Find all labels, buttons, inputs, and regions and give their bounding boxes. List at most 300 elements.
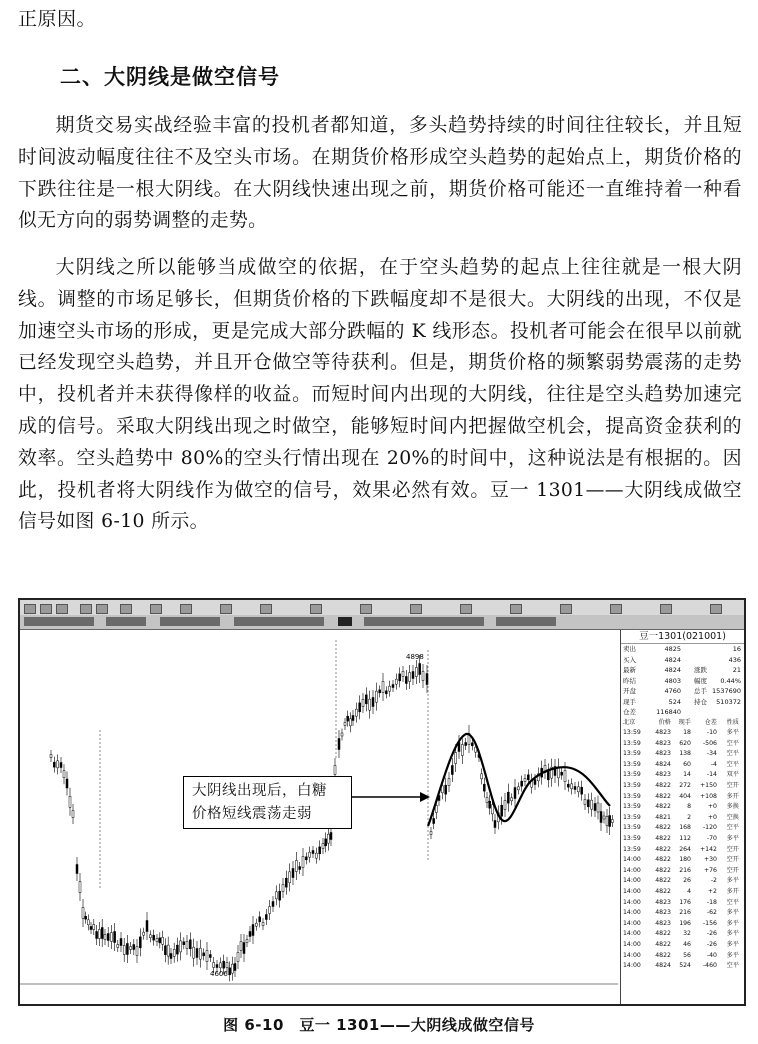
figure-caption: 图 6-10 豆一 1301——大阴线成做空信号: [223, 1016, 535, 1034]
candle-body: [507, 792, 509, 803]
trade-cell: 多平: [726, 930, 739, 938]
candle-body: [107, 934, 109, 941]
trade-cell: 13:59: [623, 750, 641, 758]
trade-row: [621, 845, 744, 856]
candle-body: [567, 784, 569, 787]
candle-body: [57, 761, 59, 768]
candle-body: [143, 932, 145, 935]
candle-body: [521, 781, 523, 786]
trade-row: [621, 919, 744, 930]
trade-cell: 13:59: [623, 771, 641, 779]
candle-body: [126, 944, 128, 955]
quote-cell: 4825: [664, 645, 681, 653]
trade-cell: -62: [706, 909, 717, 917]
chart-grid: [100, 640, 428, 890]
trade-cell: 524: [679, 962, 691, 970]
candle-body: [282, 885, 284, 892]
callout-box: [183, 776, 352, 829]
trade-cell: 4822: [655, 856, 671, 864]
trade-cell: 13:59: [623, 824, 641, 832]
trade-cell: 4823: [655, 739, 671, 747]
toolbar-button: [660, 604, 672, 614]
trade-cell: 4823: [655, 729, 671, 737]
candle-body: [189, 940, 191, 949]
trade-cell: 空平: [726, 898, 739, 906]
trade-cell: 14:00: [623, 919, 641, 927]
candle-body: [183, 942, 185, 945]
candle-body: [269, 907, 271, 914]
top-line-text: 正原因。: [18, 8, 97, 30]
candle-body: [564, 771, 566, 782]
toolbar-button: [260, 604, 272, 614]
quote-cell: 幅度: [694, 676, 707, 685]
candle-body: [362, 700, 364, 707]
trade-cell: -18: [706, 898, 717, 906]
trade-cell: 空开: [726, 782, 739, 790]
trade-cell: 多平: [726, 909, 739, 917]
candle-body: [153, 935, 155, 940]
candle-body: [338, 739, 340, 750]
candle-body: [483, 784, 485, 791]
trade-cell: 13:59: [623, 803, 641, 811]
trade-cell: 14:00: [623, 930, 641, 938]
trade-cell: 多开: [726, 888, 739, 895]
trade-row: [621, 739, 744, 750]
candle-body: [139, 937, 141, 948]
toolbar-button: [120, 604, 132, 614]
trade-cell: 196: [679, 919, 691, 927]
trade-cell: 264: [679, 845, 691, 853]
candle-body: [355, 709, 357, 716]
candle-body: [203, 953, 205, 956]
candle-body: [104, 935, 106, 940]
trade-cell: 4824: [655, 760, 671, 768]
trade-cell: +30: [703, 856, 717, 864]
trade-cell: 空开: [726, 845, 739, 853]
quote-row: [621, 697, 744, 708]
quote-cell: 1537690: [712, 687, 741, 695]
candle-body: [577, 787, 579, 792]
candle-body: [349, 719, 351, 726]
trade-row: [621, 940, 744, 951]
trade-cell: 216: [679, 866, 691, 874]
candle-body: [430, 832, 432, 835]
candle-body: [412, 672, 414, 679]
trade-cell: +142: [700, 845, 717, 853]
candle-body: [305, 857, 307, 860]
candle-body: [461, 745, 463, 756]
candle-body: [486, 798, 488, 803]
candle-body: [382, 682, 384, 693]
candle-body: [603, 816, 605, 819]
candle-body: [517, 787, 519, 790]
quote-row: [621, 665, 744, 676]
trade-cell: 空平: [726, 962, 739, 970]
candle-body: [524, 779, 526, 782]
candle-body: [237, 953, 239, 962]
candle-body: [471, 743, 473, 746]
candle-body: [53, 762, 55, 767]
candle-body: [252, 925, 254, 936]
candle-body: [571, 784, 573, 789]
trade-cell: 4822: [655, 940, 671, 948]
candle-body: [375, 691, 377, 702]
candle-body: [167, 945, 169, 956]
tick-trade-list: [621, 718, 744, 972]
trade-cell: 空开: [726, 856, 739, 864]
trade-cell: 4823: [655, 771, 671, 779]
candle-body: [402, 672, 404, 677]
trade-cell: 多平: [726, 877, 739, 885]
candle-body: [79, 882, 81, 893]
trade-cell: 13:59: [623, 782, 641, 790]
quote-cell: 436: [728, 655, 741, 664]
wave-curve: [428, 734, 610, 826]
quote-cell: 仓差: [623, 708, 636, 716]
candle-body: [611, 820, 613, 823]
trade-cell: 14:00: [623, 888, 641, 895]
candle-body: [76, 865, 78, 874]
candle-body: [504, 801, 506, 810]
candle-body: [597, 803, 599, 812]
trade-cell: 4821: [655, 813, 671, 821]
trade-cell: 46: [683, 940, 691, 948]
toolbar-button: [510, 604, 522, 614]
candle-body: [279, 891, 281, 900]
candle-body: [87, 920, 89, 925]
trade-cell: 多平: [726, 951, 739, 959]
candle-body: [285, 878, 287, 887]
figure-screenshot: [18, 598, 746, 1006]
quote-cell: 524: [668, 697, 681, 706]
candle-body: [547, 771, 549, 780]
trade-row: [621, 908, 744, 919]
candle-body: [162, 937, 164, 944]
candle-body: [186, 942, 188, 949]
trade-cell: -26: [706, 930, 717, 938]
toolbar-button: [310, 604, 322, 614]
trade-cell: 13:59: [623, 835, 641, 843]
trade-header-cell: 现手: [678, 718, 691, 726]
trade-cell: 176: [679, 898, 691, 906]
candle-body: [101, 928, 103, 939]
quote-cell: 4824: [664, 666, 681, 674]
candle-body: [98, 930, 100, 939]
callout-arrow-head: [420, 792, 430, 802]
trade-cell: 13:59: [623, 813, 641, 821]
candle-body: [243, 943, 245, 954]
trade-cell: 空开: [726, 866, 739, 874]
trade-cell: 多平: [726, 919, 739, 927]
trade-cell: -4: [710, 760, 717, 768]
trade-cell: +76: [703, 866, 717, 874]
trade-cell: 多换: [726, 803, 739, 811]
trade-cell: -2: [710, 877, 717, 885]
candle-body: [561, 772, 563, 775]
trade-cell: 4823: [655, 919, 671, 927]
candle-body: [372, 698, 374, 707]
candle-body: [176, 945, 178, 954]
trade-row: [621, 813, 744, 824]
trade-cell: 13:59: [623, 729, 641, 737]
candle-body: [120, 939, 122, 946]
toolbar-button: [360, 604, 372, 614]
trade-row: [621, 770, 744, 781]
trade-cell: 多平: [726, 729, 739, 737]
candle-body: [344, 723, 346, 726]
trade-cell: 32: [683, 930, 691, 938]
toolbar-button: [180, 604, 192, 614]
trade-cell: -26: [706, 940, 717, 948]
trade-cell: 56: [683, 951, 691, 959]
candle-body: [591, 800, 593, 809]
trade-cell: -14: [706, 771, 717, 779]
candle-body: [180, 941, 182, 952]
candle-body: [455, 753, 457, 764]
high-price-label: 4898: [406, 653, 424, 661]
callout-line-2: 价格短线震荡走弱: [192, 806, 312, 822]
software-toolbar: [20, 600, 744, 630]
candle-body: [379, 690, 381, 693]
trade-cell: +0: [707, 813, 717, 821]
candle-body: [255, 923, 257, 926]
candle-body: [50, 755, 52, 758]
candle-body: [352, 716, 354, 721]
trade-cell: 空平: [726, 750, 739, 758]
trade-cell: 双平: [726, 771, 739, 779]
trade-row: [621, 760, 744, 771]
candle-body: [419, 664, 421, 675]
quote-row: [621, 686, 744, 697]
candle-body: [299, 867, 301, 870]
trade-header-cell: 北京: [623, 718, 636, 726]
trade-cell: 14:00: [623, 856, 641, 864]
candle-body: [395, 679, 397, 684]
trade-cell: 14:00: [623, 866, 641, 874]
candle-body: [231, 964, 233, 973]
trade-cell: 4822: [655, 866, 671, 874]
candle-body: [422, 672, 424, 681]
candle-body: [511, 798, 513, 801]
candle-body: [63, 771, 65, 778]
candle-body: [433, 819, 435, 824]
trade-cell: 2: [687, 813, 691, 821]
trade-cell: 13:59: [623, 792, 641, 800]
trade-cell: 空平: [726, 760, 739, 768]
candle-body: [246, 940, 248, 943]
candle-body: [156, 939, 158, 942]
trade-cell: 26: [683, 877, 691, 885]
candle-body: [334, 766, 336, 775]
trade-cell: -34: [706, 750, 717, 758]
trade-cell: 138: [679, 750, 691, 758]
trade-cell: 14:00: [623, 909, 641, 917]
candle-body: [292, 869, 294, 878]
candle-body: [159, 938, 161, 943]
candle-body: [90, 927, 92, 930]
candle-body: [330, 833, 332, 840]
trade-cell: +108: [700, 792, 717, 800]
trade-cell: 4822: [655, 930, 671, 938]
trade-row: [621, 802, 744, 813]
quote-row: [621, 644, 744, 655]
candle-body: [206, 951, 208, 962]
trade-cell: 60: [683, 760, 691, 768]
trade-row: [621, 728, 744, 739]
trade-cell: 4824: [655, 962, 671, 970]
trade-cell: -156: [702, 919, 717, 927]
candle-body: [312, 851, 314, 854]
candle-body: [146, 921, 148, 932]
trade-header: [621, 718, 744, 729]
trade-cell: +150: [700, 782, 717, 790]
trade-cell: 14:00: [623, 962, 641, 970]
trade-cell: 多平: [726, 940, 739, 948]
candle-body: [481, 774, 483, 779]
candle-body: [385, 691, 387, 694]
candle-body: [149, 935, 151, 938]
section-heading: 二、大阴线是做空信号: [60, 65, 280, 89]
candle-body: [322, 844, 324, 849]
candle-body: [609, 816, 611, 827]
candle-body: [66, 779, 68, 788]
candle-body: [587, 800, 589, 807]
quote-cell: 昨结: [623, 676, 636, 685]
candle-body: [465, 743, 467, 746]
quote-title: 豆一1301(021001): [621, 630, 744, 644]
candle-body: [199, 948, 201, 959]
toolbar-button: [410, 604, 422, 614]
candle-body: [600, 812, 602, 823]
trade-row: [621, 898, 744, 909]
quote-cell: [681, 655, 707, 666]
trade-cell: 13:59: [623, 760, 641, 768]
quote-cell: 4803: [664, 676, 681, 685]
trade-cell: 4823: [655, 909, 671, 917]
candle-body: [262, 923, 264, 926]
candle-body: [369, 699, 371, 710]
candle-body: [347, 716, 349, 721]
toolbar-button: [710, 604, 722, 614]
toolbar-button: [56, 604, 68, 614]
trade-cell: 14: [683, 771, 691, 779]
candle-body: [234, 964, 236, 971]
quote-cell: 116840: [656, 708, 681, 716]
candle-body: [223, 961, 225, 968]
callout-line-1: 大阴线出现后，白糖: [192, 783, 327, 799]
trade-cell: 272: [679, 782, 691, 790]
trade-cell: 4822: [655, 782, 671, 790]
paragraph-2: 大阴线之所以能够当成做空的依据，在于空头趋势的起点上往往就是一根大阴线。调整的市场足够长，但期货价格的下跌幅度却不是很大。大阴线的出现，不仅是加速空头市场的形成，更是完成大部分跌幅的 K 线形态。投机者可能会在很早以前就已经发现空头趋势，并且开仓做空等待获利。但是，期货价格的频繁弱势震荡的走势中，投机者并未获得像样的收益。而短时间内出现的大阴线，往往是空头趋势加速完成的信号。采取大阴线出现之时做空，能够短时间内把握做空机会，提高资金获利的效率。空头趋势中 80%的空头行情出现在 20%的时间中，这种说法是有根据的。因此，投机者将大阴线作为做空的信号，效果必然有效。豆一 1301——大阴线成做空信号如图 6-10 所示。: [18, 257, 742, 533]
trade-cell: 14:00: [623, 898, 641, 906]
trade-cell: 404: [679, 792, 691, 800]
trade-row: [621, 781, 744, 792]
toolbar-button: [460, 604, 472, 614]
trade-cell: 180: [679, 856, 691, 864]
toolbar-row: [20, 615, 744, 629]
candle-body: [389, 686, 391, 691]
candle-body: [72, 811, 74, 818]
candle-body: [82, 908, 84, 919]
quote-cell: [681, 707, 707, 718]
candle-body: [265, 915, 267, 920]
candle-body: [527, 775, 529, 780]
candle-body: [69, 796, 71, 807]
trade-cell: 4822: [655, 792, 671, 800]
trade-header-cell: 价格: [658, 718, 671, 726]
quote-cell: 最新: [623, 666, 636, 674]
trade-cell: -460: [702, 962, 717, 970]
quote-cell: 4760: [664, 687, 681, 695]
trade-row: [621, 866, 744, 877]
trade-cell: 14:00: [623, 877, 641, 885]
candle-body: [325, 839, 327, 846]
candle-body: [574, 787, 576, 790]
quote-row: [621, 655, 744, 666]
candle-body: [594, 804, 596, 811]
trade-cell: -506: [702, 739, 717, 747]
candle-body: [399, 674, 401, 681]
trade-cell: 4822: [655, 845, 671, 853]
candle-body: [327, 834, 329, 843]
candle-body: [85, 916, 87, 919]
candle-body: [501, 805, 503, 816]
candle-body: [448, 779, 450, 786]
trade-cell: -40: [706, 951, 717, 959]
candle-body: [359, 703, 361, 712]
candle-body: [534, 780, 536, 785]
quote-cell: 买入: [623, 655, 636, 664]
quote-summary: [621, 644, 744, 718]
quote-cell: 总手: [694, 687, 707, 695]
trade-cell: +2: [707, 888, 717, 895]
candle-body: [193, 947, 195, 958]
candle-body: [133, 945, 135, 950]
candle-body: [289, 872, 291, 883]
candle-body: [445, 785, 447, 794]
candle-body: [514, 788, 516, 799]
trade-row: [621, 876, 744, 887]
trade-cell: 13:59: [623, 739, 641, 747]
candle-body: [392, 685, 394, 688]
candle-body: [216, 965, 218, 968]
trade-row: [621, 792, 744, 803]
trade-cell: 空平: [726, 739, 739, 747]
trade-cell: 空换: [726, 813, 739, 821]
candle-body: [219, 963, 221, 968]
quote-cell: 4824: [664, 655, 681, 664]
candle-body: [209, 955, 211, 958]
candle-body: [123, 946, 125, 955]
toolbar-button: [24, 604, 36, 614]
trade-row: [621, 749, 744, 760]
candle-body: [96, 932, 98, 939]
trade-row: [621, 855, 744, 866]
candle-body: [341, 733, 343, 736]
toolbar-button: [150, 604, 162, 614]
quote-cell: [681, 644, 707, 655]
candle-body: [60, 763, 62, 768]
trade-cell: 168: [679, 824, 691, 832]
trade-cell: 18: [683, 729, 691, 737]
candle-body: [196, 949, 198, 958]
candle-body: [302, 857, 304, 868]
trade-cell: 多开: [726, 792, 739, 800]
candle-body: [319, 847, 321, 854]
candle-body: [584, 800, 586, 805]
candle-body: [581, 787, 583, 794]
quote-cell: 510372: [716, 697, 741, 706]
